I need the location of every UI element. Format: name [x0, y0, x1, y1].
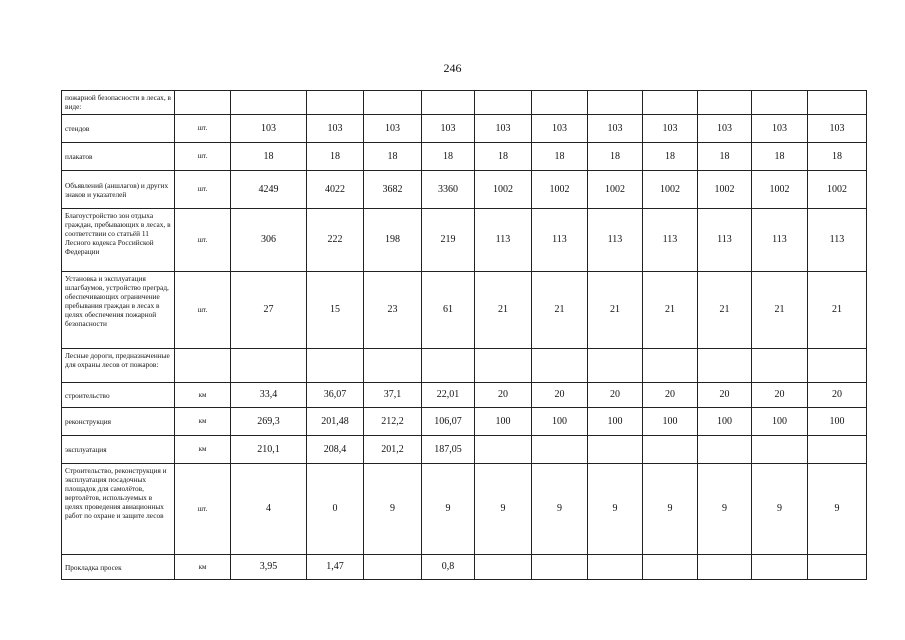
value-cell: 100	[588, 408, 643, 436]
value-cell	[475, 91, 532, 115]
value-cell: 3682	[364, 171, 422, 209]
value-cell: 187,05	[422, 436, 475, 464]
value-cell	[422, 349, 475, 383]
row-unit: км	[175, 408, 231, 436]
value-cell	[643, 436, 698, 464]
value-cell: 212,2	[364, 408, 422, 436]
value-cell: 219	[422, 209, 475, 272]
row-label: плакатов	[62, 143, 175, 171]
table-row-announcements	[62, 171, 867, 209]
row-label: Установка и эксплуатация шлагбаумов, устройство преград, обеспечивающих ограничение пребывания граждан в лесах в целях обеспечения пожарной безопасности	[62, 272, 175, 349]
value-cell: 9	[422, 464, 475, 555]
value-cell: 201,48	[307, 408, 364, 436]
table-row-label-fire-safety-header	[62, 91, 867, 115]
value-cell: 9	[532, 464, 588, 555]
value-cell: 4249	[231, 171, 307, 209]
value-cell: 306	[231, 209, 307, 272]
value-cell	[475, 349, 532, 383]
value-cell	[588, 555, 643, 580]
value-cell: 20	[698, 383, 752, 408]
value-cell: 20	[808, 383, 867, 408]
value-cell	[231, 349, 307, 383]
value-cell	[422, 91, 475, 115]
table-row-construction	[62, 383, 867, 408]
value-cell: 18	[752, 143, 808, 171]
value-cell	[808, 436, 867, 464]
row-unit: шт.	[175, 115, 231, 143]
value-cell: 103	[475, 115, 532, 143]
row-label: Строительство, реконструкция и эксплуатация посадочных площадок для самолётов, вертолётов, используемых в целях проведения авиационных работ по охране и защите лесов	[62, 464, 175, 555]
value-cell: 18	[588, 143, 643, 171]
value-cell: 1002	[808, 171, 867, 209]
value-cell: 100	[698, 408, 752, 436]
value-cell: 3360	[422, 171, 475, 209]
value-cell	[307, 91, 364, 115]
row-label: Благоустройство зон отдыха граждан, пребывающих в лесах, в соответствии со статьёй 11 Лесного кодекса Российской Федерации	[62, 209, 175, 272]
row-unit: км	[175, 436, 231, 464]
value-cell: 113	[698, 209, 752, 272]
value-cell: 20	[475, 383, 532, 408]
value-cell: 33,4	[231, 383, 307, 408]
value-cell: 9	[808, 464, 867, 555]
value-cell: 106,07	[422, 408, 475, 436]
value-cell	[698, 349, 752, 383]
value-cell: 210,1	[231, 436, 307, 464]
table-row-clearings	[62, 555, 867, 580]
value-cell: 103	[231, 115, 307, 143]
table-row-reconstruction	[62, 408, 867, 436]
value-cell	[698, 91, 752, 115]
value-cell	[231, 91, 307, 115]
value-cell: 208,4	[307, 436, 364, 464]
value-cell: 18	[643, 143, 698, 171]
value-cell: 0	[307, 464, 364, 555]
value-cell	[698, 555, 752, 580]
row-unit: шт.	[175, 171, 231, 209]
value-cell: 1002	[752, 171, 808, 209]
page-number: 246	[443, 61, 462, 75]
row-unit	[175, 91, 231, 115]
value-cell: 103	[532, 115, 588, 143]
value-cell	[364, 91, 422, 115]
value-cell: 23	[364, 272, 422, 349]
value-cell	[588, 349, 643, 383]
row-label: пожарной безопасности в лесах, в виде:	[62, 91, 175, 115]
value-cell: 0,8	[422, 555, 475, 580]
value-cell: 18	[364, 143, 422, 171]
value-cell: 4022	[307, 171, 364, 209]
value-cell: 1002	[643, 171, 698, 209]
value-cell	[588, 91, 643, 115]
value-cell: 9	[475, 464, 532, 555]
table-row-recreation-zones	[62, 209, 867, 272]
row-label: строительство	[62, 383, 175, 408]
value-cell: 20	[752, 383, 808, 408]
value-cell: 18	[532, 143, 588, 171]
value-cell: 113	[808, 209, 867, 272]
value-cell	[808, 349, 867, 383]
value-cell: 1002	[588, 171, 643, 209]
row-label: Прокладка просек	[62, 555, 175, 580]
value-cell	[752, 436, 808, 464]
value-cell	[475, 436, 532, 464]
row-unit: шт.	[175, 143, 231, 171]
value-cell	[532, 349, 588, 383]
value-cell: 1002	[532, 171, 588, 209]
value-cell	[532, 436, 588, 464]
table-row-landing-sites	[62, 464, 867, 555]
value-cell	[752, 349, 808, 383]
table-row-posters	[62, 143, 867, 171]
value-cell: 100	[808, 408, 867, 436]
value-cell: 100	[643, 408, 698, 436]
value-cell	[364, 349, 422, 383]
value-cell: 20	[643, 383, 698, 408]
value-cell: 113	[588, 209, 643, 272]
value-cell: 198	[364, 209, 422, 272]
value-cell	[752, 91, 808, 115]
value-cell: 100	[475, 408, 532, 436]
value-cell: 113	[643, 209, 698, 272]
value-cell: 103	[752, 115, 808, 143]
value-cell: 21	[532, 272, 588, 349]
value-cell	[643, 91, 698, 115]
value-cell: 37,1	[364, 383, 422, 408]
value-cell: 100	[752, 408, 808, 436]
value-cell: 18	[422, 143, 475, 171]
value-cell	[307, 349, 364, 383]
row-label: стендов	[62, 115, 175, 143]
value-cell: 113	[752, 209, 808, 272]
table-row-exploitation	[62, 436, 867, 464]
table-row-forest-roads-header	[62, 349, 867, 383]
value-cell: 9	[588, 464, 643, 555]
value-cell: 21	[808, 272, 867, 349]
value-cell: 18	[307, 143, 364, 171]
table-row-stands	[62, 115, 867, 143]
value-cell: 27	[231, 272, 307, 349]
value-cell	[752, 555, 808, 580]
data-table	[61, 90, 867, 580]
row-unit: шт.	[175, 209, 231, 272]
value-cell: 100	[532, 408, 588, 436]
row-label: реконструкция	[62, 408, 175, 436]
value-cell: 103	[588, 115, 643, 143]
row-unit: км	[175, 383, 231, 408]
value-cell: 113	[475, 209, 532, 272]
value-cell: 22,01	[422, 383, 475, 408]
row-unit	[175, 349, 231, 383]
value-cell: 1002	[475, 171, 532, 209]
value-cell: 9	[752, 464, 808, 555]
value-cell: 103	[307, 115, 364, 143]
row-unit: шт.	[175, 464, 231, 555]
table-row-barriers	[62, 272, 867, 349]
row-label: эксплуатация	[62, 436, 175, 464]
value-cell	[532, 555, 588, 580]
value-cell: 9	[698, 464, 752, 555]
value-cell: 36,07	[307, 383, 364, 408]
value-cell: 18	[231, 143, 307, 171]
value-cell: 201,2	[364, 436, 422, 464]
value-cell	[808, 91, 867, 115]
value-cell	[643, 555, 698, 580]
value-cell: 103	[422, 115, 475, 143]
value-cell	[808, 555, 867, 580]
value-cell	[698, 436, 752, 464]
value-cell: 18	[808, 143, 867, 171]
value-cell: 9	[364, 464, 422, 555]
value-cell: 21	[752, 272, 808, 349]
value-cell: 18	[475, 143, 532, 171]
row-unit: км	[175, 555, 231, 580]
value-cell: 20	[532, 383, 588, 408]
value-cell: 113	[532, 209, 588, 272]
value-cell: 20	[588, 383, 643, 408]
value-cell: 61	[422, 272, 475, 349]
value-cell	[364, 555, 422, 580]
value-cell: 103	[643, 115, 698, 143]
value-cell: 21	[698, 272, 752, 349]
value-cell: 103	[364, 115, 422, 143]
value-cell: 3,95	[231, 555, 307, 580]
value-cell	[475, 555, 532, 580]
value-cell: 9	[643, 464, 698, 555]
value-cell: 103	[698, 115, 752, 143]
value-cell: 1,47	[307, 555, 364, 580]
value-cell: 18	[698, 143, 752, 171]
value-cell: 21	[643, 272, 698, 349]
row-label: Объявлений (аншлагов) и других знаков и указателей	[62, 171, 175, 209]
value-cell	[532, 91, 588, 115]
value-cell: 4	[231, 464, 307, 555]
value-cell: 21	[475, 272, 532, 349]
value-cell: 103	[808, 115, 867, 143]
value-cell	[588, 436, 643, 464]
row-label: Лесные дороги, предназначенные для охраны лесов от пожаров:	[62, 349, 175, 383]
value-cell	[643, 349, 698, 383]
value-cell: 21	[588, 272, 643, 349]
value-cell: 15	[307, 272, 364, 349]
row-unit: шт.	[175, 272, 231, 349]
value-cell: 1002	[698, 171, 752, 209]
value-cell: 222	[307, 209, 364, 272]
value-cell: 269,3	[231, 408, 307, 436]
